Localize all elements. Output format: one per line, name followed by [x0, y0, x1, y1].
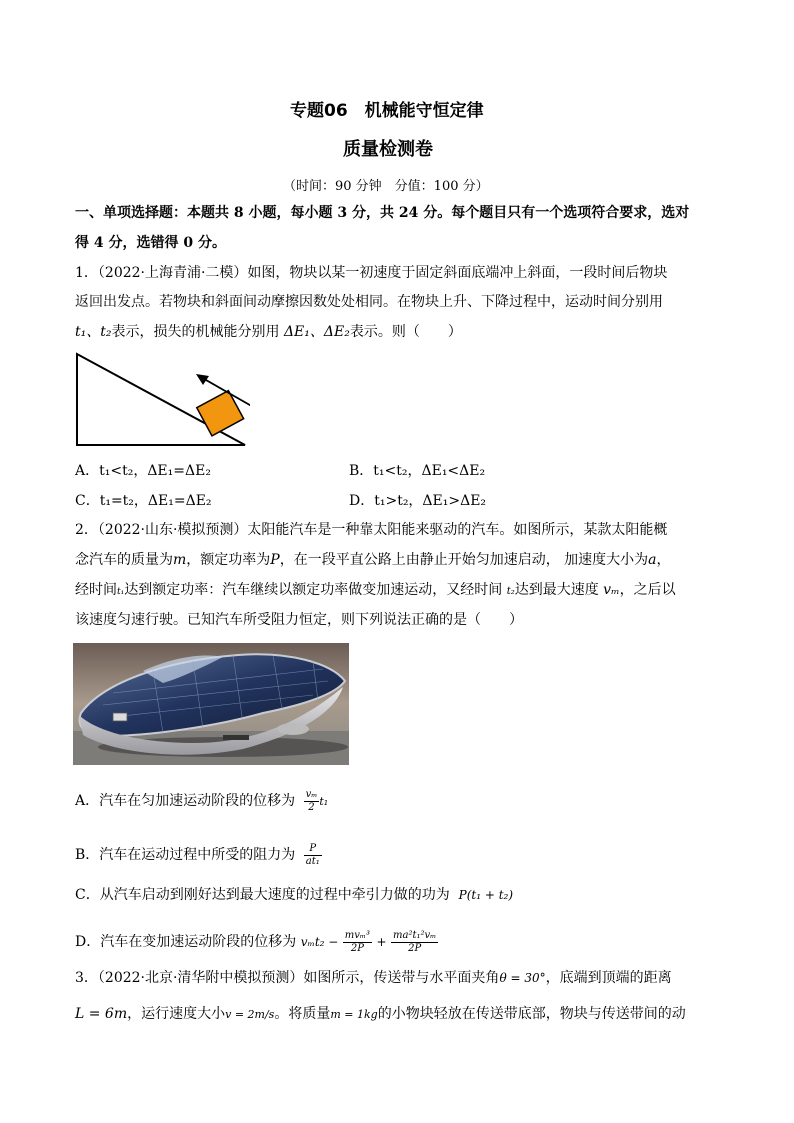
q2-option-b: B．汽车在运动过程中所受的阻力为 $\frac{P}{\text{at₁}}$: [75, 842, 320, 867]
q2-option-d: D．汽车在变加速运动阶段的位移为 vₘt₂ − $\frac{\text{mvₘ³}}{2P}$ + $\frac{\text{ma²t₁²vₘ}}{2P}$: [75, 929, 437, 954]
q1-energy-symbols: ΔE₁、ΔE₂: [283, 324, 350, 340]
q3-line2: L = 6m，运行速度大小v = 2m/s。将质量m = 1kg的小物块轻放在传送带底部，物块与传送带间的动: [75, 1006, 686, 1022]
q2-line2: 念汽车的质量为m，额定功率为P，在一段平直公路上由静止开始匀加速启动， 加速度大小为a，: [75, 552, 671, 568]
arrow-head-icon: [196, 374, 209, 385]
q1-line1: 1．（2022·上海青浦·二模）如图，物块以某一初速度于固定斜面底端冲上斜面，一段时间后物块: [75, 265, 668, 281]
q1-option-d: D．t₁>t₂，ΔE₁>ΔE₂: [349, 493, 487, 509]
document-title: 专题06 机械能守恒定律: [290, 101, 484, 121]
section-heading-line1: 一、单项选择题：本题共 8 小题，每小题 3 分，共 24 分。每个题目只有一个选项符合要求，选对: [75, 205, 690, 221]
incline-diagram: [75, 352, 250, 448]
q1-time-symbols: t₁、t₂: [75, 324, 112, 340]
q2-option-a-fraction: $\frac{\text{vₘ}}{2}$: [305, 788, 318, 813]
q1-option-b: B．t₁<t₂，ΔE₁<ΔE₂: [349, 463, 486, 479]
q2-option-d-fraction-2: $\frac{\text{ma²t₁²vₘ}}{2P}$: [393, 929, 437, 954]
q2-line4: 该速度匀速行驶。已知汽车所受阻力恒定，则下列说法正确的是（ ）: [75, 612, 523, 628]
document-subtitle: 质量检测卷: [343, 139, 433, 160]
q1-option-c: C．t₁=t₂，ΔE₁=ΔE₂: [75, 493, 212, 509]
section-heading-line2: 得 4 分，选错得 0 分。: [75, 235, 226, 251]
q1-option-a: A．t₁<t₂，ΔE₁=ΔE₂: [75, 463, 211, 479]
q1-line3: t₁、t₂表示，损失的机械能分别用 ΔE₁、ΔE₂表示。则（ ）: [75, 324, 462, 340]
solar-car-photo: [73, 643, 349, 765]
q2-option-b-fraction: $\frac{P}{\text{at₁}}$: [305, 842, 320, 867]
q2-line3: 经时间t₁达到额定功率：汽车继续以额定功率做变加速运动，又经时间 t₂达到最大速度 vₘ，之后以: [75, 582, 676, 598]
q2-option-d-fraction-1: $\frac{\text{mvₘ³}}{2P}$: [344, 929, 371, 954]
q2-line1: 2．（2022·山东·模拟预测）太阳能汽车是一种靠太阳能来驱动的汽车。如图所示，某款太阳能概: [75, 522, 668, 538]
q2-option-c: C．从汽车启动到刚好达到最大速度的过程中牵引力做的功为 P(t₁ + t₂): [75, 887, 514, 903]
q1-line2: 返回出发点。若物块和斜面间动摩擦因数处处相同。在物块上升、下降过程中，运动时间分别用: [75, 294, 663, 310]
time-score-info: （时间：90 分钟 分值：100 分）: [283, 179, 489, 194]
q3-line1: 3．（2022·北京·清华附中模拟预测）如图所示，传送带与水平面夹角θ = 30°，底端到顶端的距离: [75, 970, 672, 986]
q2-option-a: A．汽车在匀加速运动阶段的位移为 $\frac{\text{vₘ}}{2}$ t₁: [75, 788, 329, 813]
